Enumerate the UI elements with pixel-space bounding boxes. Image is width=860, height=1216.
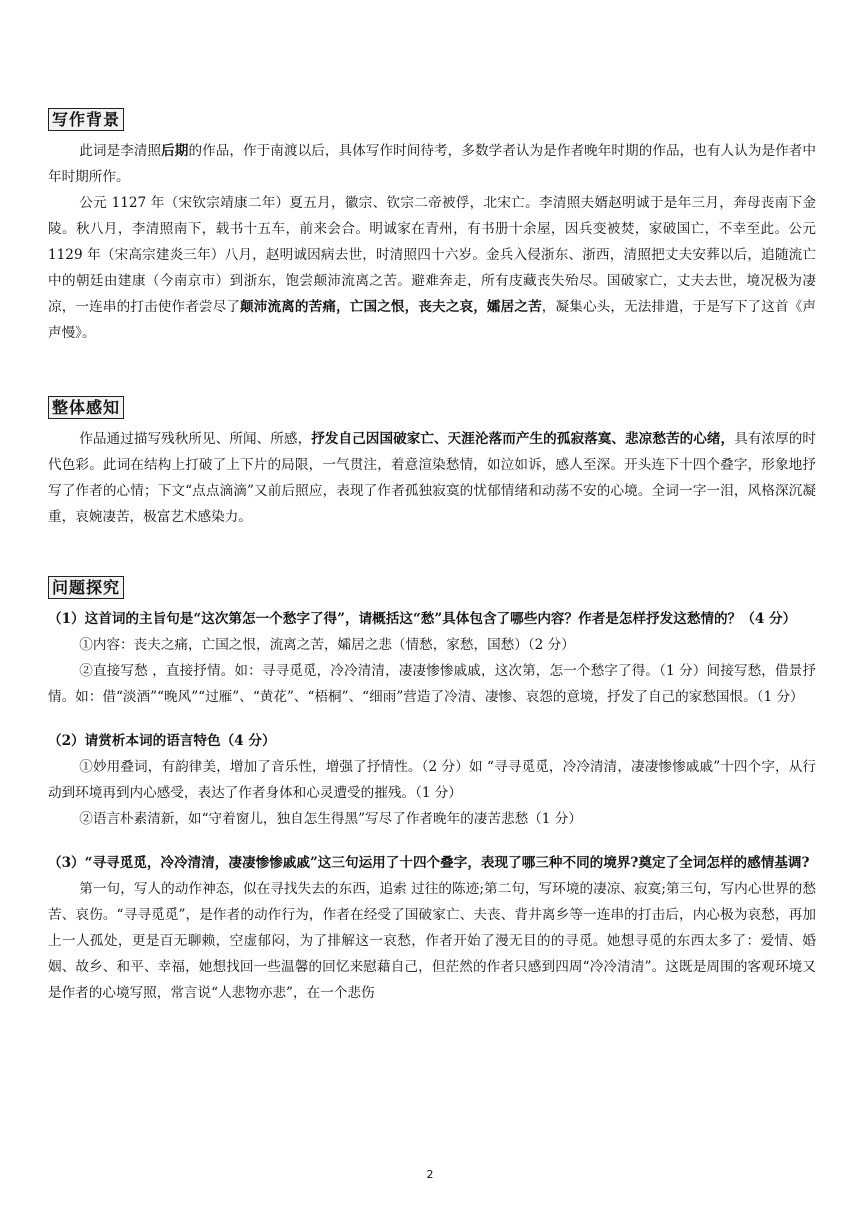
section-heading: 写作背景 <box>48 108 124 131</box>
section-heading: 整体感知 <box>48 396 124 419</box>
answer-paragraph: ②直接写愁 ，直接抒情。如：寻寻觅觅，冷冷清清，凄凄惨惨戚戚，这次第，怎一个愁字了得。（1 分）间接写愁，借景抒情。如：借“淡酒”“晚风”“过雁”、“黄花”、“梧桐”、“细雨”营造了冷清、凄惨、哀怨的意境，抒发了自己的家愁国恨。（1 分） <box>48 663 816 705</box>
page-number: 2 <box>426 1168 434 1181</box>
section-overall <box>48 396 816 530</box>
answer-paragraph: ①内容：丧夫之痛，亡国之恨，流离之苦，孀居之悲（情愁，家愁，国愁）（2 分） <box>79 637 575 653</box>
answer-paragraph: ①妙用叠词，有韵律美，增加了音乐性，增强了抒情性。（2 分）如 “寻寻觅觅，冷冷清清，凄凄惨惨戚戚”十四个字，从行动到环境再到内心感受，表达了作者身体和心灵遭受的摧残。（1 分） <box>48 759 816 801</box>
question-2: （2）请赏析本词的语言特色（4 分） <box>48 733 276 749</box>
paragraph: 作品通过描写残秋所见、所闻、所感，抒发自己因国破家亡、天涯沦落而产生的孤寂落寞、悲凉愁苦的心绪，具有浓厚的时代色彩。此词在结构上打破了上下片的局限，一气贯注，着意渲染愁情，如泣如诉，感人至深。开头连下十四个叠字，形象地抒写了作者的心情；下文“点点滴滴”又前后照应，表现了作者孤独寂寞的忧郁情绪和动荡不安的心境。全词一字一泪，风格深沉凝重，哀婉凄苦，极富艺术感染力。 <box>48 431 817 525</box>
question-1: （1）这首词的主旨句是“这次第怎一个愁字了得”，请概括这“愁”具体包含了哪些内容？作者是怎样抒发这愁情的？（4 分） <box>48 611 797 627</box>
section-inquiry <box>48 576 816 1006</box>
answer-paragraph: 第一句，写人的动作神态，似在寻找失去的东西，追索 过往的陈迹;第二句，写环境的凄凉、寂寞;第三句，写内心世界的愁苦、哀伤。“寻寻觅觅”，是作者的动作行为，作者在经受了国破家亡、夫丧、背井离乡等一连串的打击后，内心极为哀愁，再加上一人孤处，更是百无聊赖，空虚郁闷，为了排解这一哀愁，作者开始了漫无目的的寻觅。她想寻觅的东西太多了：爱情、婚姻、故乡、和平、幸福，她想找回一些温馨的回忆来慰藉自己，但茫然的作者只感到四周“冷冷清清”。这既是周围的客观环境又是作者的心境写照，常言说“人悲物亦悲”，在一个悲伤 <box>48 881 816 1001</box>
paragraph: 公元 1127 年（宋钦宗靖康二年）夏五月，徽宗、钦宗二帝被俘，北宋亡。李清照夫婿赵明诚于是年三月，奔母丧南下金陵。秋八月，李清照南下，载书十五车，前来会合。明诚家在青州，有书册十余屋，因兵变被焚，家破国亡，不幸至此。公元 1129 年（宋高宗建炎三年）八月，赵明诚因病去世，时清照四十六岁。金兵入侵浙东、浙西，清照把丈夫安葬以后，追随流亡中的朝廷由建康（今南京市）到浙东，饱尝颠沛流离之苦。避难奔走，所有庋藏丧失殆尽。国破家亡，丈夫去世，境况极为凄凉，一连串的打击使作者尝尽了颠沛流离的苦痛，亡国之恨，丧夫之哀，孀居之苦，凝集心头，无法排遣，于是写下了这首《声声慢》。 <box>48 195 817 341</box>
section-heading: 问题探究 <box>48 576 124 599</box>
question-3: （3）“寻寻觅觅，冷冷清清，凄凄惨惨戚戚”这三句运用了十四个叠字，表现了哪三种不同的境界?奠定了全词怎样的感情基调? <box>48 855 810 871</box>
paragraph: 此词是李清照后期的作品，作于南渡以后，具体写作时间待考，多数学者认为是作者晚年时期的作品，也有人认为是作者中年时期所作。 <box>48 143 817 185</box>
answer-paragraph: ②语言朴素清新，如“守着窗儿，独自怎生得黑”写尽了作者晚年的凄苦悲愁（1 分） <box>79 811 582 827</box>
section-background <box>48 108 816 346</box>
